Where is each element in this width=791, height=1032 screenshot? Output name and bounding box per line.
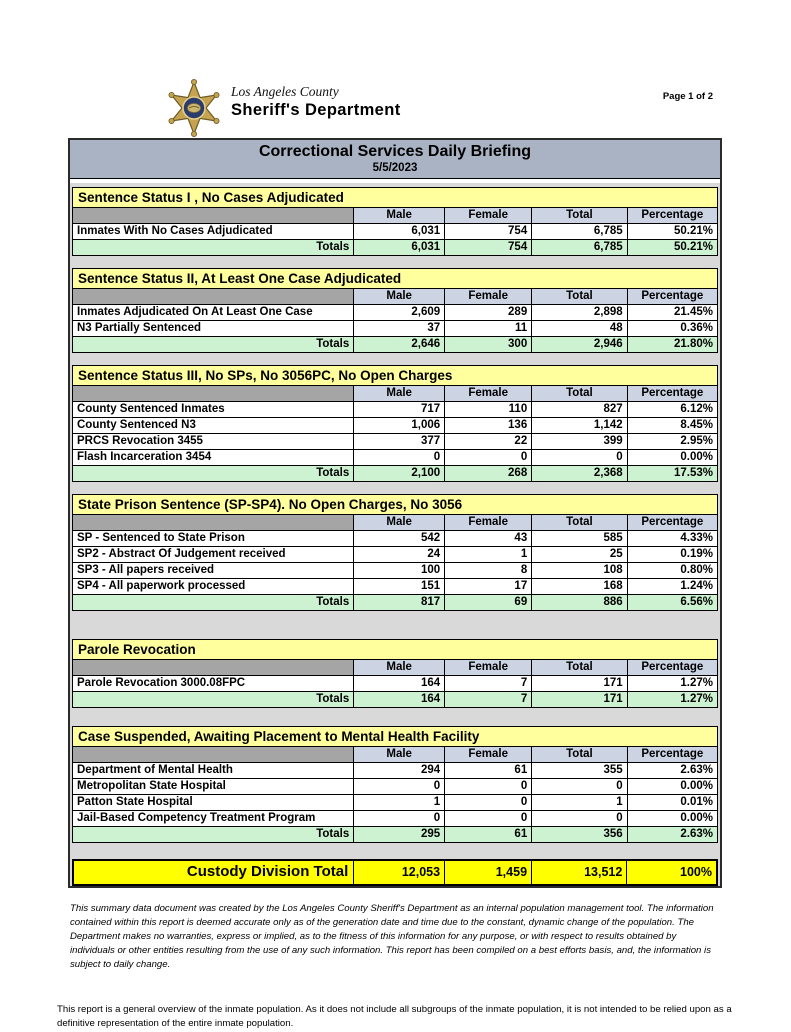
section-table [72, 746, 718, 843]
section-title: Sentence Status I , No Cases Adjudicated [72, 187, 718, 208]
sheriff-star-badge-icon [166, 78, 222, 138]
column-header-row [73, 289, 718, 305]
column-header: Male [354, 747, 445, 763]
row-label: County Sentenced Inmates [73, 402, 354, 418]
totals-label: Totals [73, 595, 354, 611]
section-6 [72, 726, 718, 843]
cell-male: 100 [354, 563, 445, 579]
totals-total: 886 [532, 595, 627, 611]
table-row [73, 224, 718, 240]
cell-male: 1 [354, 795, 445, 811]
totals-male: 2,100 [354, 466, 445, 482]
column-header: Percentage [627, 386, 717, 402]
column-header-row [73, 208, 718, 224]
cell-total: 168 [532, 579, 627, 595]
cell-percentage: 50.21% [627, 224, 717, 240]
corner-cell [73, 289, 354, 305]
column-header: Female [445, 515, 532, 531]
column-header: Female [445, 747, 532, 763]
cell-female: 8 [445, 563, 532, 579]
column-header: Female [445, 208, 532, 224]
totals-percentage: 6.56% [627, 595, 717, 611]
column-header: Male [354, 386, 445, 402]
cell-female: 43 [445, 531, 532, 547]
totals-female: 754 [445, 240, 532, 256]
agency-name [231, 78, 401, 120]
cell-male: 542 [354, 531, 445, 547]
column-header: Percentage [627, 289, 717, 305]
column-header-row [73, 386, 718, 402]
table-row [73, 434, 718, 450]
cell-male: 164 [354, 676, 445, 692]
cell-percentage: 6.12% [627, 402, 717, 418]
footnote-text: This report is a general overview of the inmate population. As it does not include all subgroups of the inmate population, it is not intended to be relied upon as a definitive representation of the entire inmate population. [57, 1003, 732, 1030]
column-header: Female [445, 289, 532, 305]
cell-total: 399 [532, 434, 627, 450]
totals-row [73, 240, 718, 256]
table-row [73, 811, 718, 827]
cell-total: 6,785 [532, 224, 627, 240]
cell-percentage: 2.95% [627, 434, 717, 450]
row-label: SP - Sentenced to State Prison [73, 531, 354, 547]
section-table [72, 207, 718, 256]
section-title: Sentence Status III, No SPs, No 3056PC, No Open Charges [72, 365, 718, 386]
cell-percentage: 2.63% [627, 763, 717, 779]
cell-total: 1 [532, 795, 627, 811]
cell-male: 2,609 [354, 305, 445, 321]
totals-row [73, 827, 718, 843]
custody-division-total-row [72, 859, 718, 886]
totals-female: 69 [445, 595, 532, 611]
cell-female: 1 [445, 547, 532, 563]
cell-percentage: 0.01% [627, 795, 717, 811]
cell-total: 585 [532, 531, 627, 547]
report-title: Correctional Services Daily Briefing [258, 143, 532, 160]
totals-male: 6,031 [354, 240, 445, 256]
cell-male: 151 [354, 579, 445, 595]
column-header: Total [532, 208, 627, 224]
column-header: Percentage [627, 747, 717, 763]
totals-female: 268 [445, 466, 532, 482]
cell-female: 7 [445, 676, 532, 692]
totals-label: Totals [73, 692, 354, 708]
section-table [72, 288, 718, 353]
cell-female: 0 [445, 811, 532, 827]
totals-percentage: 2.63% [627, 827, 717, 843]
table-row [73, 579, 718, 595]
grand-total-male: 12,053 [354, 860, 445, 885]
table-row [73, 795, 718, 811]
cell-male: 24 [354, 547, 445, 563]
grand-total-female: 1,459 [445, 860, 532, 885]
grand-total-percentage: 100% [627, 860, 717, 885]
totals-label: Totals [73, 240, 354, 256]
table-row [73, 676, 718, 692]
row-label: Inmates Adjudicated On At Least One Case [73, 305, 354, 321]
cell-female: 61 [445, 763, 532, 779]
cell-total: 827 [532, 402, 627, 418]
cell-total: 25 [532, 547, 627, 563]
totals-label: Totals [73, 466, 354, 482]
column-header: Male [354, 515, 445, 531]
section-title: Sentence Status II, At Least One Case Adjudicated [72, 268, 718, 289]
corner-cell [73, 386, 354, 402]
row-label: SP4 - All paperwork processed [73, 579, 354, 595]
column-header: Total [532, 289, 627, 305]
totals-label: Totals [73, 827, 354, 843]
page-header [0, 0, 791, 138]
column-header: Percentage [627, 515, 717, 531]
totals-male: 164 [354, 692, 445, 708]
totals-male: 2,646 [354, 337, 445, 353]
cell-percentage: 4.33% [627, 531, 717, 547]
totals-female: 300 [445, 337, 532, 353]
column-header: Total [532, 515, 627, 531]
cell-percentage: 0.19% [627, 547, 717, 563]
cell-female: 110 [445, 402, 532, 418]
table-row [73, 321, 718, 337]
cell-female: 289 [445, 305, 532, 321]
corner-cell [73, 208, 354, 224]
cell-total: 108 [532, 563, 627, 579]
totals-row [73, 337, 718, 353]
cell-percentage: 1.24% [627, 579, 717, 595]
row-label: SP3 - All papers received [73, 563, 354, 579]
section-3 [72, 365, 718, 482]
row-label: Jail-Based Competency Treatment Program [73, 811, 354, 827]
table-row [73, 418, 718, 434]
section-4 [72, 494, 718, 611]
totals-percentage: 1.27% [627, 692, 717, 708]
column-header: Total [532, 747, 627, 763]
row-label: Patton State Hospital [73, 795, 354, 811]
page-number: Page 1 of 2 [662, 91, 713, 102]
report-title-bar [70, 140, 720, 179]
totals-male: 817 [354, 595, 445, 611]
section-table [72, 514, 718, 611]
row-label: Inmates With No Cases Adjudicated [73, 224, 354, 240]
cell-male: 717 [354, 402, 445, 418]
column-header: Total [532, 386, 627, 402]
cell-female: 11 [445, 321, 532, 337]
table-row [73, 563, 718, 579]
table-row [73, 779, 718, 795]
cell-percentage: 1.27% [627, 676, 717, 692]
totals-row [73, 595, 718, 611]
cell-percentage: 0.80% [627, 563, 717, 579]
cell-total: 48 [532, 321, 627, 337]
totals-male: 295 [354, 827, 445, 843]
section-title: Case Suspended, Awaiting Placement to Mental Health Facility [72, 726, 718, 747]
section-table [72, 385, 718, 482]
totals-female: 61 [445, 827, 532, 843]
cell-male: 6,031 [354, 224, 445, 240]
section-1 [72, 187, 718, 256]
report-container [68, 138, 722, 888]
cell-female: 0 [445, 450, 532, 466]
row-label: County Sentenced N3 [73, 418, 354, 434]
totals-percentage: 17.53% [627, 466, 717, 482]
cell-female: 136 [445, 418, 532, 434]
table-row [73, 547, 718, 563]
row-label: N3 Partially Sentenced [73, 321, 354, 337]
cell-total: 171 [532, 676, 627, 692]
table-row [73, 763, 718, 779]
cell-percentage: 8.45% [627, 418, 717, 434]
totals-female: 7 [445, 692, 532, 708]
cell-total: 0 [532, 450, 627, 466]
grand-total-label: Custody Division Total [73, 860, 354, 885]
cell-male: 1,006 [354, 418, 445, 434]
table-row [73, 450, 718, 466]
sections-area [70, 187, 720, 843]
cell-male: 0 [354, 450, 445, 466]
column-header: Female [445, 386, 532, 402]
totals-row [73, 466, 718, 482]
table-row [73, 531, 718, 547]
agency-name-line2: Sheriff's Department [231, 101, 401, 119]
column-header-row [73, 660, 718, 676]
row-label: Parole Revocation 3000.08FPC [73, 676, 354, 692]
cell-female: 17 [445, 579, 532, 595]
cell-male: 377 [354, 434, 445, 450]
cell-total: 2,898 [532, 305, 627, 321]
totals-total: 2,946 [532, 337, 627, 353]
agency-name-line1: Los Angeles County [231, 84, 339, 99]
totals-total: 2,368 [532, 466, 627, 482]
totals-percentage: 50.21% [627, 240, 717, 256]
row-label: Metropolitan State Hospital [73, 779, 354, 795]
table-row [73, 305, 718, 321]
section-5 [72, 639, 718, 708]
cell-total: 355 [532, 763, 627, 779]
cell-female: 0 [445, 795, 532, 811]
corner-cell [73, 660, 354, 676]
section-table [72, 659, 718, 708]
totals-percentage: 21.80% [627, 337, 717, 353]
totals-label: Totals [73, 337, 354, 353]
grand-total-total: 13,512 [532, 860, 627, 885]
cell-percentage: 21.45% [627, 305, 717, 321]
disclaimer-text: This summary data document was created by the Los Angeles County Sheriff's Department as an internal population management tool. The information contained within this report is deemed accurate only as of the generation date and time due to the constant, dynamic change of the population. The Department makes no warranties, express or implied, as to the fitness of this information for any purpose, or with respect to results obtained by individuals or other entities resulting from the use of any such information. This report has been compiled on a best efforts basis, and, the information is subject to daily change. [70, 903, 714, 970]
totals-total: 356 [532, 827, 627, 843]
cell-female: 0 [445, 779, 532, 795]
column-header: Percentage [627, 660, 717, 676]
column-header: Male [354, 289, 445, 305]
column-header: Male [354, 660, 445, 676]
totals-total: 171 [532, 692, 627, 708]
column-header: Male [354, 208, 445, 224]
cell-percentage: 0.36% [627, 321, 717, 337]
section-title: State Prison Sentence (SP-SP4). No Open Charges, No 3056 [72, 494, 718, 515]
column-header-row [73, 515, 718, 531]
corner-cell [73, 747, 354, 763]
corner-cell [73, 515, 354, 531]
cell-male: 37 [354, 321, 445, 337]
section-title: Parole Revocation [72, 639, 718, 660]
cell-total: 1,142 [532, 418, 627, 434]
cell-male: 0 [354, 811, 445, 827]
cell-female: 22 [445, 434, 532, 450]
row-label: Flash Incarceration 3454 [73, 450, 354, 466]
report-date: 5/5/2023 [372, 162, 418, 174]
cell-female: 754 [445, 224, 532, 240]
cell-male: 0 [354, 779, 445, 795]
cell-male: 294 [354, 763, 445, 779]
cell-percentage: 0.00% [627, 811, 717, 827]
section-2 [72, 268, 718, 353]
totals-total: 6,785 [532, 240, 627, 256]
table-row [73, 402, 718, 418]
row-label: Department of Mental Health [73, 763, 354, 779]
totals-row [73, 692, 718, 708]
cell-total: 0 [532, 811, 627, 827]
title-divider [70, 179, 720, 183]
column-header: Female [445, 660, 532, 676]
row-label: SP2 - Abstract Of Judgement received [73, 547, 354, 563]
cell-percentage: 0.00% [627, 450, 717, 466]
cell-percentage: 0.00% [627, 779, 717, 795]
row-label: PRCS Revocation 3455 [73, 434, 354, 450]
column-header-row [73, 747, 718, 763]
agency-logo [166, 78, 401, 138]
cell-total: 0 [532, 779, 627, 795]
column-header: Total [532, 660, 627, 676]
column-header: Percentage [627, 208, 717, 224]
